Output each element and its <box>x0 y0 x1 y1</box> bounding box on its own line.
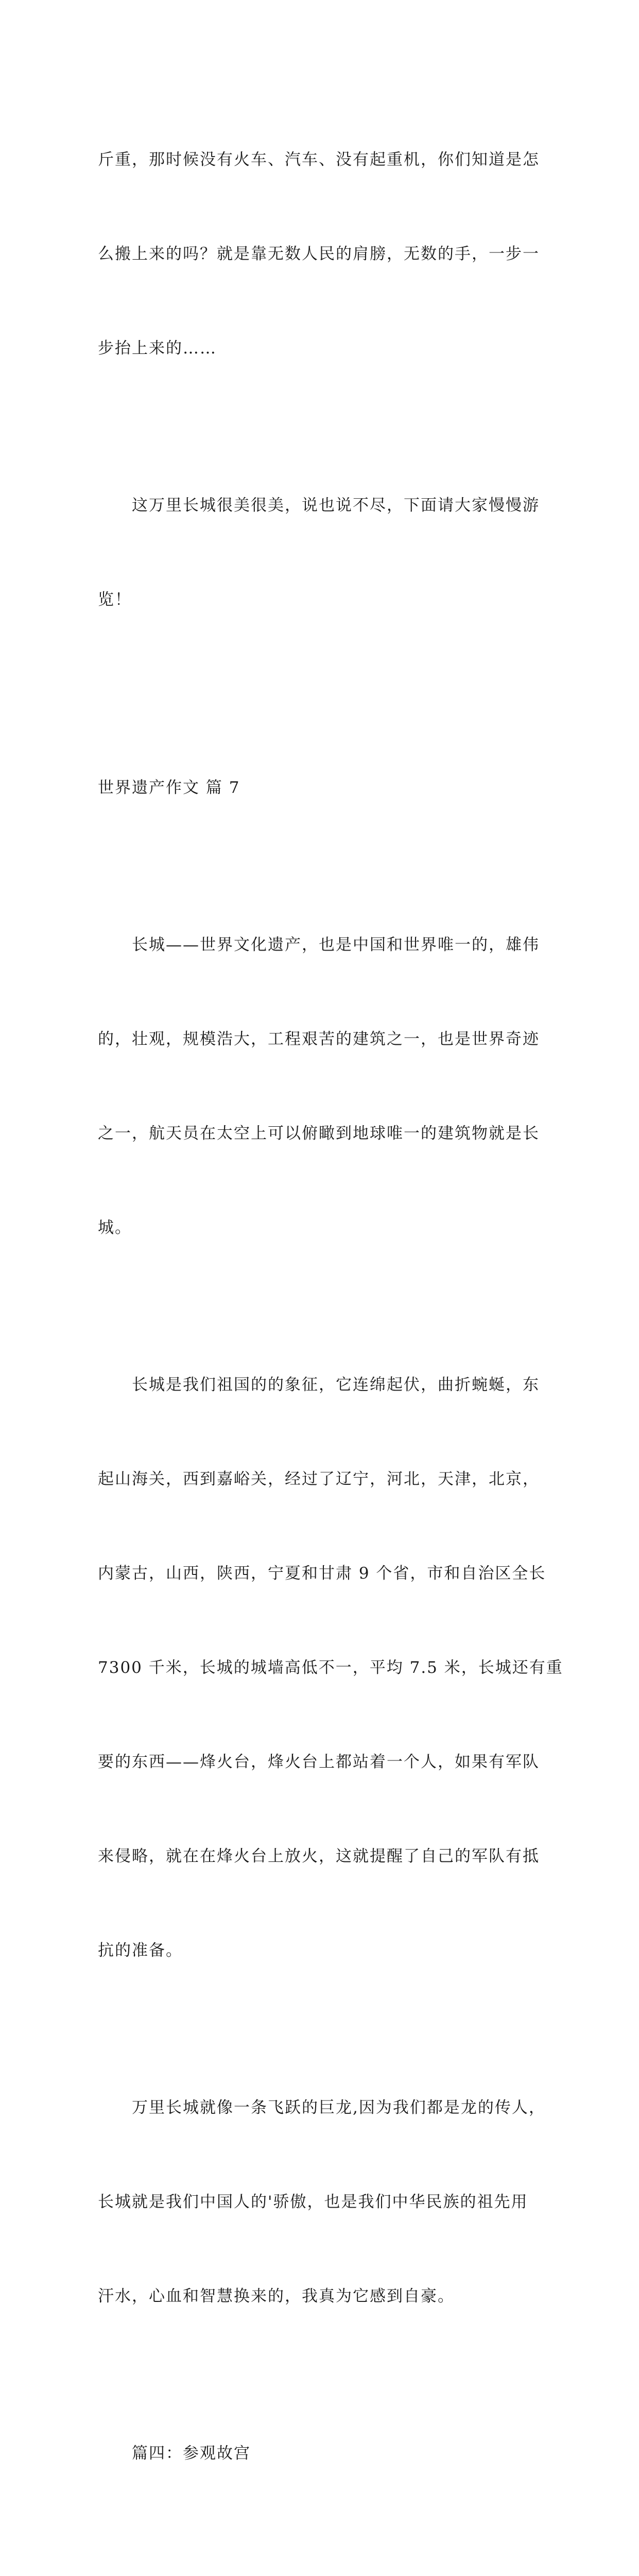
text-line: 7300 千米，长城的城墙高低不一，平均 7.5 米，长城还有重 <box>98 1658 563 1677</box>
paragraph-palace-museum <box>98 2532 541 2576</box>
section-heading <box>98 709 541 867</box>
text-line: 这万里长城很美很美，说也说不尽，下面请大家慢慢游 <box>98 496 540 515</box>
paragraph-great-wall-route <box>98 1307 563 2029</box>
text-line: 要的东西——烽火台，烽火台上都站着一个人，如果有军队 <box>98 1753 540 1771</box>
text-line: 斤重，那时候没有火车、汽车、没有起重机，你们知道是怎 <box>98 150 540 169</box>
text-line: 长城就是我们中国人的'骄傲，也是我们中华民族的祖先用 <box>98 2193 528 2211</box>
text-line: 的，壮观，规模浩大，工程艰苦的建筑之一，也是世界奇迹 <box>98 1030 540 1048</box>
text-line: 汗水，心血和智慧换来的，我真为它感到自豪。 <box>98 2287 455 2306</box>
paragraph-tour-closing <box>98 427 541 679</box>
subheading-forbidden-city <box>98 2375 541 2532</box>
text-line: 长城——世界文化遗产，也是中国和世界唯一的，雄伟 <box>98 936 540 954</box>
text-line: 长城是我们祖国的的象征，它连绵起伏，曲折蜿蜒，东 <box>98 1376 540 1394</box>
text-line: 来侵略，就在在烽火台上放火，这就提醒了自己的军队有抵 <box>98 1847 540 1866</box>
text-line: 万里长城就像一条飞跃的巨龙,因为我们都是龙的传人， <box>98 2098 546 2117</box>
text-line: 么搬上来的吗？就是靠无数人民的肩膀，无数的手，一步一 <box>98 245 540 263</box>
text-line: 之一，航天员在太空上可以俯瞰到地球唯一的建筑物就是长 <box>98 1124 540 1143</box>
heading-text: 世界遗产作文 篇 7 <box>98 778 240 797</box>
subheading-text: 篇四：参观故宫 <box>98 2444 251 2463</box>
document-body <box>98 81 563 2576</box>
paragraph-flying-dragon <box>98 2029 546 2375</box>
text-line: 览！ <box>98 590 132 609</box>
paragraph-world-heritage <box>98 867 541 1307</box>
paragraph-stone-carrying <box>98 81 541 427</box>
text-line: 步抬上来的…… <box>98 339 217 358</box>
text-line: 起山海关，西到嘉峪关，经过了辽宁，河北，天津，北京， <box>98 1470 540 1488</box>
text-line: 城。 <box>98 1218 132 1237</box>
text-line: 抗的准备。 <box>98 1941 183 1960</box>
text-line: 内蒙古，山西，陕西，宁夏和甘肃 9 个省，市和自治区全长 <box>98 1564 546 1583</box>
